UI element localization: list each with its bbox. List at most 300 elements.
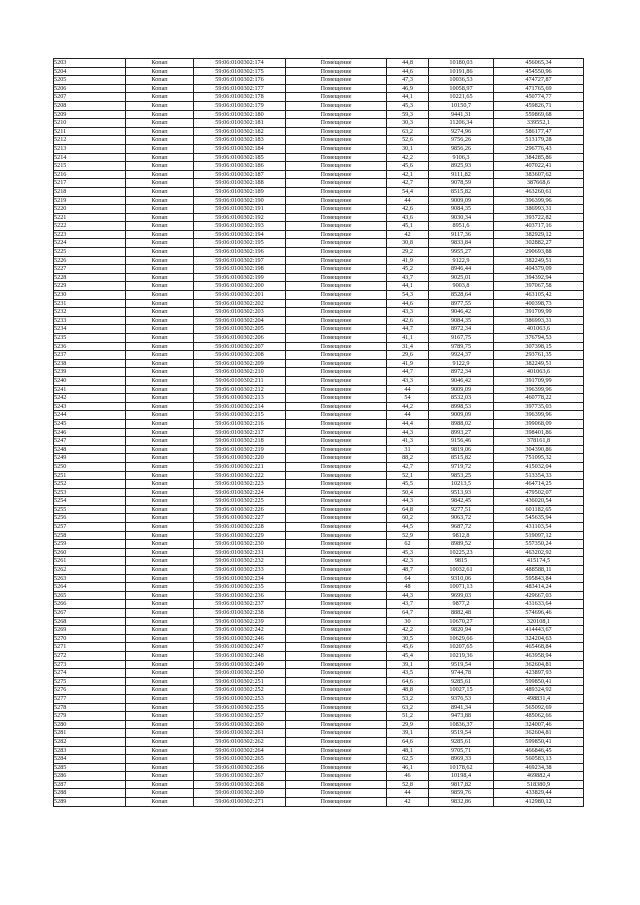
table-row — [54, 205, 584, 214]
cadastral-number-cell: 59:06:0100302:201 — [194, 291, 286, 300]
registry-page — [53, 58, 584, 807]
area-cell: 42,6 — [387, 316, 429, 325]
object-type-cell: Помещение — [286, 299, 387, 308]
area-cell: 47,3 — [387, 76, 429, 85]
unit-price-cell: 9853,25 — [429, 471, 494, 480]
row-number: 5218 — [54, 187, 126, 196]
unit-price-cell: 9819,06 — [429, 445, 494, 454]
object-type-cell: Помещение — [286, 763, 387, 772]
object-type-cell: Помещение — [286, 480, 387, 489]
object-type-cell: Помещение — [286, 376, 387, 385]
object-type-cell: Помещение — [286, 497, 387, 506]
area-cell: 43,3 — [387, 308, 429, 317]
row-number: 5206 — [54, 84, 126, 93]
city-cell: Копап — [126, 617, 194, 626]
area-cell: 31,4 — [387, 342, 429, 351]
cadastral-number-cell: 59:06:0100302:206 — [194, 334, 286, 343]
area-cell: 44,8 — [387, 59, 429, 68]
city-cell: Копап — [126, 574, 194, 583]
cadastral-value-cell: 339552,1 — [494, 119, 584, 128]
unit-price-cell: 9009,09 — [429, 411, 494, 420]
object-type-cell: Помещение — [286, 402, 387, 411]
cadastral-number-cell: 59:06:0100302:184 — [194, 144, 286, 153]
cadastral-value-cell: 396399,96 — [494, 385, 584, 394]
area-cell: 41,1 — [387, 334, 429, 343]
cadastral-value-cell: 557350,24 — [494, 540, 584, 549]
object-type-cell: Помещение — [286, 798, 387, 807]
object-type-cell: Помещение — [286, 325, 387, 334]
city-cell: Копап — [126, 179, 194, 188]
cadastral-number-cell: 59:06:0100302:271 — [194, 798, 286, 807]
area-cell: 62,5 — [387, 755, 429, 764]
area-cell: 44,7 — [387, 368, 429, 377]
row-number: 5209 — [54, 110, 126, 119]
area-cell: 42 — [387, 230, 429, 239]
unit-price-cell: 10629,66 — [429, 634, 494, 643]
table-row — [54, 342, 584, 351]
unit-price-cell: 8998,53 — [429, 402, 494, 411]
city-cell: Копап — [126, 394, 194, 403]
city-cell: Копап — [126, 419, 194, 428]
unit-price-cell: 8988,02 — [429, 419, 494, 428]
row-number: 5261 — [54, 557, 126, 566]
city-cell: Копап — [126, 299, 194, 308]
table-row — [54, 634, 584, 643]
table-row — [54, 703, 584, 712]
object-type-cell: Помещение — [286, 144, 387, 153]
area-cell: 44,6 — [387, 299, 429, 308]
cadastral-value-cell: 324204,63 — [494, 634, 584, 643]
table-row — [54, 325, 584, 334]
row-number: 5214 — [54, 153, 126, 162]
area-cell: 44,1 — [387, 282, 429, 291]
unit-price-cell: 8969,33 — [429, 755, 494, 764]
cadastral-value-cell: 498831,4 — [494, 694, 584, 703]
object-type-cell: Помещение — [286, 230, 387, 239]
object-type-cell: Помещение — [286, 162, 387, 171]
table-row — [54, 763, 584, 772]
area-cell: 31 — [387, 445, 429, 454]
cadastral-number-cell: 59:06:0100302:266 — [194, 763, 286, 772]
row-number: 5259 — [54, 540, 126, 549]
unit-price-cell: 8925,93 — [429, 162, 494, 171]
object-type-cell: Помещение — [286, 359, 387, 368]
city-cell: Копап — [126, 351, 194, 360]
object-type-cell: Помещение — [286, 720, 387, 729]
cadastral-value-cell: 485062,66 — [494, 712, 584, 721]
area-cell: 48,1 — [387, 746, 429, 755]
area-cell: 45,6 — [387, 643, 429, 652]
cadastral-number-cell: 59:06:0100302:242 — [194, 626, 286, 635]
cadastral-number-cell: 59:06:0100302:190 — [194, 196, 286, 205]
cadastral-value-cell: 751095,32 — [494, 454, 584, 463]
table-row — [54, 101, 584, 110]
object-type-cell: Помещение — [286, 110, 387, 119]
cadastral-value-cell: 296776,43 — [494, 144, 584, 153]
table-row — [54, 351, 584, 360]
object-type-cell: Помещение — [286, 523, 387, 532]
row-number: 5211 — [54, 127, 126, 136]
city-cell: Копап — [126, 686, 194, 695]
cadastral-number-cell: 59:06:0100302:197 — [194, 256, 286, 265]
object-type-cell: Помещение — [286, 694, 387, 703]
unit-price-cell: 8515,82 — [429, 187, 494, 196]
table-body — [54, 59, 584, 807]
cadastral-number-cell: 59:06:0100302:262 — [194, 737, 286, 746]
city-cell: Копап — [126, 385, 194, 394]
unit-price-cell: 8972,34 — [429, 368, 494, 377]
area-cell: 63,2 — [387, 703, 429, 712]
row-number: 5289 — [54, 798, 126, 807]
area-cell: 62 — [387, 540, 429, 549]
city-cell: Копап — [126, 729, 194, 738]
object-type-cell: Помещение — [286, 101, 387, 110]
cadastral-number-cell: 59:06:0100302:221 — [194, 462, 286, 471]
cadastral-number-cell: 59:06:0100302:204 — [194, 316, 286, 325]
cadastral-value-cell: 518380,9 — [494, 780, 584, 789]
cadastral-value-cell: 290693,88 — [494, 248, 584, 257]
object-type-cell: Помещение — [286, 462, 387, 471]
city-cell: Копап — [126, 566, 194, 575]
row-number: 5226 — [54, 256, 126, 265]
unit-price-cell: 9513,93 — [429, 488, 494, 497]
row-number: 5264 — [54, 583, 126, 592]
table-row — [54, 780, 584, 789]
cadastral-number-cell: 59:06:0100302:234 — [194, 574, 286, 583]
row-number: 5230 — [54, 291, 126, 300]
cadastral-value-cell: 394392,94 — [494, 273, 584, 282]
unit-price-cell: 9877,2 — [429, 600, 494, 609]
object-type-cell: Помещение — [286, 316, 387, 325]
table-row — [54, 256, 584, 265]
row-number: 5212 — [54, 136, 126, 145]
object-type-cell: Помещение — [286, 93, 387, 102]
row-number: 5244 — [54, 411, 126, 420]
cadastral-number-cell: 59:06:0100302:195 — [194, 239, 286, 248]
object-type-cell: Помещение — [286, 273, 387, 282]
area-cell: 42,2 — [387, 153, 429, 162]
city-cell: Копап — [126, 308, 194, 317]
row-number: 5283 — [54, 746, 126, 755]
row-number: 5233 — [54, 316, 126, 325]
city-cell: Копап — [126, 187, 194, 196]
object-type-cell: Помещение — [286, 686, 387, 695]
area-cell: 44,6 — [387, 67, 429, 76]
object-type-cell: Помещение — [286, 548, 387, 557]
unit-price-cell: 8515,82 — [429, 454, 494, 463]
unit-price-cell: 9274,96 — [429, 127, 494, 136]
city-cell: Копап — [126, 291, 194, 300]
cadastral-value-cell: 474727,87 — [494, 76, 584, 85]
cadastral-number-cell: 59:06:0100302:260 — [194, 720, 286, 729]
cadastral-value-cell: 412980,12 — [494, 798, 584, 807]
unit-price-cell: 8977,55 — [429, 299, 494, 308]
unit-price-cell: 9519,54 — [429, 660, 494, 669]
row-number: 5267 — [54, 609, 126, 618]
cadastral-number-cell: 59:06:0100302:207 — [194, 342, 286, 351]
cadastral-number-cell: 59:06:0100302:219 — [194, 445, 286, 454]
row-number: 5220 — [54, 205, 126, 214]
unit-price-cell: 9699,03 — [429, 591, 494, 600]
object-type-cell: Помещение — [286, 643, 387, 652]
city-cell: Копап — [126, 265, 194, 274]
unit-price-cell: 9473,88 — [429, 712, 494, 721]
object-type-cell: Помещение — [286, 351, 387, 360]
unit-price-cell: 9789,75 — [429, 342, 494, 351]
table-row — [54, 84, 584, 93]
object-type-cell: Помещение — [286, 617, 387, 626]
area-cell: 52,8 — [387, 780, 429, 789]
city-cell: Копап — [126, 703, 194, 712]
table-row — [54, 299, 584, 308]
area-cell: 64,7 — [387, 609, 429, 618]
cadastral-value-cell: 599850,41 — [494, 677, 584, 686]
unit-price-cell: 9009,09 — [429, 385, 494, 394]
cadastral-number-cell: 59:06:0100302:250 — [194, 669, 286, 678]
unit-price-cell: 9111,82 — [429, 170, 494, 179]
row-number: 5280 — [54, 720, 126, 729]
object-type-cell: Помещение — [286, 677, 387, 686]
row-number: 5219 — [54, 196, 126, 205]
table-row — [54, 772, 584, 781]
unit-price-cell: 9167,75 — [429, 334, 494, 343]
unit-price-cell: 10207,65 — [429, 643, 494, 652]
area-cell: 44,7 — [387, 325, 429, 334]
table-row — [54, 179, 584, 188]
table-row — [54, 617, 584, 626]
city-cell: Копап — [126, 110, 194, 119]
object-type-cell: Помещение — [286, 755, 387, 764]
area-cell: 42,1 — [387, 170, 429, 179]
row-number: 5255 — [54, 505, 126, 514]
table-row — [54, 746, 584, 755]
unit-price-cell: 9856,26 — [429, 144, 494, 153]
unit-price-cell: 9687,72 — [429, 523, 494, 532]
cadastral-value-cell: 396399,96 — [494, 411, 584, 420]
table-row — [54, 273, 584, 282]
cadastral-number-cell: 59:06:0100302:229 — [194, 531, 286, 540]
cadastral-value-cell: 399068,09 — [494, 419, 584, 428]
cadastral-value-cell: 404379,09 — [494, 265, 584, 274]
table-row — [54, 248, 584, 257]
cadastral-value-cell: 463958,94 — [494, 651, 584, 660]
area-cell: 30 — [387, 617, 429, 626]
row-number: 5232 — [54, 308, 126, 317]
cadastral-value-cell: 401063,6 — [494, 325, 584, 334]
cadastral-value-cell: 397067,58 — [494, 282, 584, 291]
cadastral-value-cell: 393722,82 — [494, 213, 584, 222]
table-row — [54, 454, 584, 463]
table-row — [54, 591, 584, 600]
area-cell: 39,1 — [387, 660, 429, 669]
cadastral-number-cell: 59:06:0100302:249 — [194, 660, 286, 669]
cadastral-number-cell: 59:06:0100302:187 — [194, 170, 286, 179]
area-cell: 44 — [387, 196, 429, 205]
cadastral-value-cell: 464714,25 — [494, 480, 584, 489]
unit-price-cell: 9285,61 — [429, 737, 494, 746]
cadastral-value-cell: 565092,69 — [494, 703, 584, 712]
cadastral-value-cell: 378161,8 — [494, 437, 584, 446]
row-number: 5205 — [54, 76, 126, 85]
unit-price-cell: 9719,72 — [429, 462, 494, 471]
cadastral-value-cell: 465468,84 — [494, 643, 584, 652]
row-number: 5285 — [54, 763, 126, 772]
table-row — [54, 789, 584, 798]
cadastral-number-cell: 59:06:0100302:192 — [194, 213, 286, 222]
cadastral-value-cell: 376794,53 — [494, 334, 584, 343]
object-type-cell: Помещение — [286, 265, 387, 274]
city-cell: Копап — [126, 67, 194, 76]
object-type-cell: Помещение — [286, 445, 387, 454]
cadastral-value-cell: 469234,38 — [494, 763, 584, 772]
object-type-cell: Помещение — [286, 574, 387, 583]
row-number: 5231 — [54, 299, 126, 308]
table-row — [54, 230, 584, 239]
table-row — [54, 497, 584, 506]
row-number: 5269 — [54, 626, 126, 635]
table-row — [54, 93, 584, 102]
unit-price-cell: 10213,5 — [429, 480, 494, 489]
cadastral-number-cell: 59:06:0100302:215 — [194, 411, 286, 420]
area-cell: 42,3 — [387, 557, 429, 566]
unit-price-cell: 8951,6 — [429, 222, 494, 231]
cadastral-number-cell: 59:06:0100302:252 — [194, 686, 286, 695]
object-type-cell: Помещение — [286, 394, 387, 403]
area-cell: 46,1 — [387, 763, 429, 772]
area-cell: 43,5 — [387, 669, 429, 678]
area-cell: 45,4 — [387, 651, 429, 660]
city-cell: Копап — [126, 316, 194, 325]
cadastral-value-cell: 460778,22 — [494, 394, 584, 403]
area-cell: 44,5 — [387, 523, 429, 532]
table-row — [54, 368, 584, 377]
unit-price-cell: 9756,26 — [429, 136, 494, 145]
city-cell: Копап — [126, 437, 194, 446]
city-cell: Копап — [126, 101, 194, 110]
area-cell: 64,6 — [387, 737, 429, 746]
table-row — [54, 600, 584, 609]
unit-price-cell: 9046,42 — [429, 376, 494, 385]
row-number: 5203 — [54, 59, 126, 68]
city-cell: Копап — [126, 196, 194, 205]
city-cell: Копап — [126, 273, 194, 282]
cadastral-number-cell: 59:06:0100302:232 — [194, 557, 286, 566]
city-cell: Копап — [126, 127, 194, 136]
table-row — [54, 59, 584, 68]
object-type-cell: Помещение — [286, 308, 387, 317]
area-cell: 44 — [387, 411, 429, 420]
city-cell: Копап — [126, 153, 194, 162]
city-cell: Копап — [126, 170, 194, 179]
area-cell: 41,9 — [387, 359, 429, 368]
table-row — [54, 76, 584, 85]
row-number: 5216 — [54, 170, 126, 179]
unit-price-cell: 9441,31 — [429, 110, 494, 119]
city-cell: Копап — [126, 694, 194, 703]
cadastral-value-cell: 324007,46 — [494, 720, 584, 729]
unit-price-cell: 10180,03 — [429, 59, 494, 68]
area-cell: 60,2 — [387, 514, 429, 523]
object-type-cell: Помещение — [286, 737, 387, 746]
row-number: 5288 — [54, 789, 126, 798]
cadastral-number-cell: 59:06:0100302:177 — [194, 84, 286, 93]
row-number: 5217 — [54, 179, 126, 188]
cadastral-number-cell: 59:06:0100302:211 — [194, 376, 286, 385]
object-type-cell: Помещение — [286, 239, 387, 248]
object-type-cell: Помещение — [286, 505, 387, 514]
unit-price-cell: 8882,48 — [429, 609, 494, 618]
cadastral-value-cell: 397735,03 — [494, 402, 584, 411]
object-type-cell: Помещение — [286, 634, 387, 643]
area-cell: 43,7 — [387, 273, 429, 282]
row-number: 5245 — [54, 419, 126, 428]
cadastral-value-cell: 559869,68 — [494, 110, 584, 119]
area-cell: 45,2 — [387, 265, 429, 274]
row-number: 5228 — [54, 273, 126, 282]
object-type-cell: Помещение — [286, 531, 387, 540]
table-row — [54, 712, 584, 721]
cadastral-number-cell: 59:06:0100302:223 — [194, 480, 286, 489]
unit-price-cell: 9117,36 — [429, 230, 494, 239]
unit-price-cell: 10150,7 — [429, 101, 494, 110]
area-cell: 42,7 — [387, 179, 429, 188]
table-row — [54, 445, 584, 454]
unit-price-cell: 9063,72 — [429, 514, 494, 523]
unit-price-cell: 9815 — [429, 557, 494, 566]
unit-price-cell: 10225,23 — [429, 548, 494, 557]
table-row — [54, 419, 584, 428]
cadastral-number-cell: 59:06:0100302:236 — [194, 591, 286, 600]
cadastral-number-cell: 59:06:0100302:200 — [194, 282, 286, 291]
city-cell: Копап — [126, 609, 194, 618]
area-cell: 52,1 — [387, 471, 429, 480]
area-cell: 29,6 — [387, 351, 429, 360]
object-type-cell: Помещение — [286, 127, 387, 136]
row-number: 5204 — [54, 67, 126, 76]
row-number: 5235 — [54, 334, 126, 343]
area-cell: 42,2 — [387, 626, 429, 635]
unit-price-cell: 9812,8 — [429, 531, 494, 540]
area-cell: 45,3 — [387, 548, 429, 557]
cadastral-number-cell: 59:06:0100302:233 — [194, 566, 286, 575]
object-type-cell: Помещение — [286, 729, 387, 738]
row-number: 5254 — [54, 497, 126, 506]
row-number: 5242 — [54, 394, 126, 403]
city-cell: Копап — [126, 780, 194, 789]
cadastral-value-cell: 382249,51 — [494, 359, 584, 368]
row-number: 5256 — [54, 514, 126, 523]
object-type-cell: Помещение — [286, 368, 387, 377]
table-row — [54, 376, 584, 385]
cadastral-value-cell: 431103,54 — [494, 523, 584, 532]
table-row — [54, 359, 584, 368]
table-row — [54, 505, 584, 514]
cadastral-value-cell: 454550,96 — [494, 67, 584, 76]
city-cell: Копап — [126, 119, 194, 128]
object-type-cell: Помещение — [286, 703, 387, 712]
cadastral-number-cell: 59:06:0100302:267 — [194, 772, 286, 781]
table-row — [54, 67, 584, 76]
cadastral-number-cell: 59:06:0100302:230 — [194, 540, 286, 549]
object-type-cell: Помещение — [286, 591, 387, 600]
area-cell: 29,9 — [387, 720, 429, 729]
city-cell: Копап — [126, 222, 194, 231]
city-cell: Копап — [126, 93, 194, 102]
cadastral-value-cell: 483414,24 — [494, 583, 584, 592]
city-cell: Копап — [126, 634, 194, 643]
table-row — [54, 170, 584, 179]
cadastral-number-cell: 59:06:0100302:182 — [194, 127, 286, 136]
